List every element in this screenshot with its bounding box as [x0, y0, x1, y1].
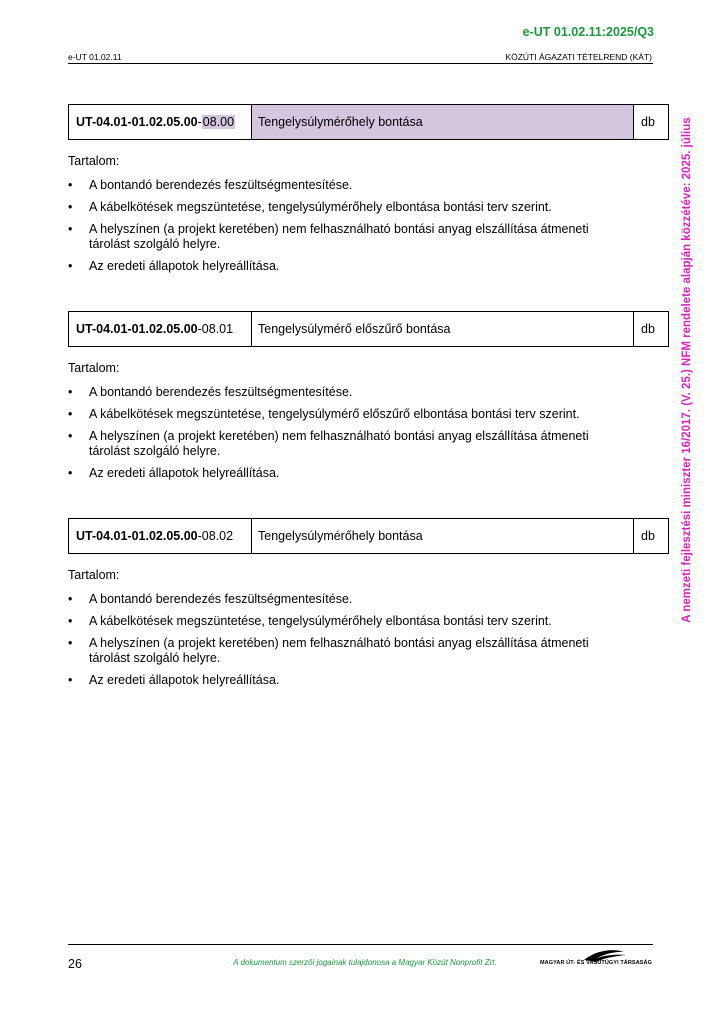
- copyright-notice: A dokumentum szerzői jogainak tulajdonosa a Magyar Közút Nonprofit Zrt.: [233, 958, 497, 967]
- society-logo-icon: [556, 946, 652, 970]
- item-code-suffix: 08.02: [201, 529, 234, 543]
- document-code: e-UT 01.02.11:2025/Q3: [522, 25, 654, 39]
- list-item: • Az eredeti állapotok helyreállítása.: [68, 466, 628, 481]
- list-item: • Az eredeti állapotok helyreállítása.: [68, 673, 628, 688]
- item-name-cell: Tengelysúlymérőhely bontása: [252, 105, 634, 139]
- item-table-0801: [68, 311, 669, 347]
- item-code-cell: [69, 105, 252, 139]
- list-item: • A kábelkötések megszüntetése, tengelysúlymérőhely elbontása bontási terv szerint.: [68, 200, 628, 215]
- header-divider: [68, 63, 653, 64]
- header-left-code: e-UT 01.02.11: [68, 52, 122, 62]
- item-code-separator: -: [197, 529, 202, 543]
- item-unit-cell: db: [641, 115, 655, 129]
- item-code-cell: [69, 519, 252, 553]
- list-item: • A kábelkötések megszüntetése, tengelysúlymérő előszűrő elbontása bontási terv szerint.: [68, 407, 628, 422]
- footer-divider: [68, 944, 653, 945]
- content-label: Tartalom:: [68, 568, 120, 582]
- list-item: • Az eredeti állapotok helyreállítása.: [68, 259, 628, 274]
- item-code-prefix: UT-04.01-01.02.05.00: [76, 322, 198, 336]
- list-item: • A helyszínen (a projekt keretében) nem felhasználható bontási anyag elszállítása átmeneti tárolást szolgáló helyre.: [68, 636, 628, 666]
- item-code-suffix: 08.00: [202, 115, 235, 129]
- content-label: Tartalom:: [68, 154, 120, 168]
- item-table-0802: [68, 518, 669, 554]
- item-unit-cell: db: [641, 322, 655, 336]
- header-right-title: KÖZÚTI ÁGAZATI TÉTELREND (KÁT): [505, 52, 652, 62]
- item-code-separator: -: [197, 115, 202, 129]
- list-item: • A helyszínen (a projekt keretében) nem felhasználható bontási anyag elszállítása átmeneti tárolást szolgáló helyre.: [68, 429, 628, 459]
- publication-side-note: A nemzeti fejlesztési miniszter 16/2017. (V. 25.) NFM rendelete alapján közzétéve: 2025. július: [681, 117, 693, 623]
- item-code-suffix: 08.01: [201, 322, 234, 336]
- item-code-prefix: UT-04.01-01.02.05.00: [76, 529, 198, 543]
- page-number: 26: [68, 957, 82, 971]
- content-bullet-list: [68, 385, 628, 488]
- list-item: • A bontandó berendezés feszültségmentesítése.: [68, 178, 628, 193]
- item-code-separator: -: [197, 322, 202, 336]
- list-item: • A kábelkötések megszüntetése, tengelysúlymérőhely elbontása bontási terv szerint.: [68, 614, 628, 629]
- item-unit-cell: db: [641, 529, 655, 543]
- item-code-prefix: UT-04.01-01.02.05.00: [76, 115, 198, 129]
- content-bullet-list: [68, 178, 628, 281]
- logo-caption: MAGYAR ÚT- ÉS VASÚTÜGYI TÁRSASÁG: [540, 960, 652, 966]
- content-bullet-list: [68, 592, 628, 695]
- item-code-cell: [69, 312, 252, 346]
- item-name-cell: Tengelysúlymérő előszűrő bontása: [252, 312, 634, 346]
- list-item: • A bontandó berendezés feszültségmentesítése.: [68, 592, 628, 607]
- content-label: Tartalom:: [68, 361, 120, 375]
- item-name-cell: Tengelysúlymérőhely bontása: [252, 519, 634, 553]
- item-table-0800: [68, 104, 669, 140]
- list-item: • A helyszínen (a projekt keretében) nem felhasználható bontási anyag elszállítása átmeneti tárolást szolgáló helyre.: [68, 222, 628, 252]
- list-item: • A bontandó berendezés feszültségmentesítése.: [68, 385, 628, 400]
